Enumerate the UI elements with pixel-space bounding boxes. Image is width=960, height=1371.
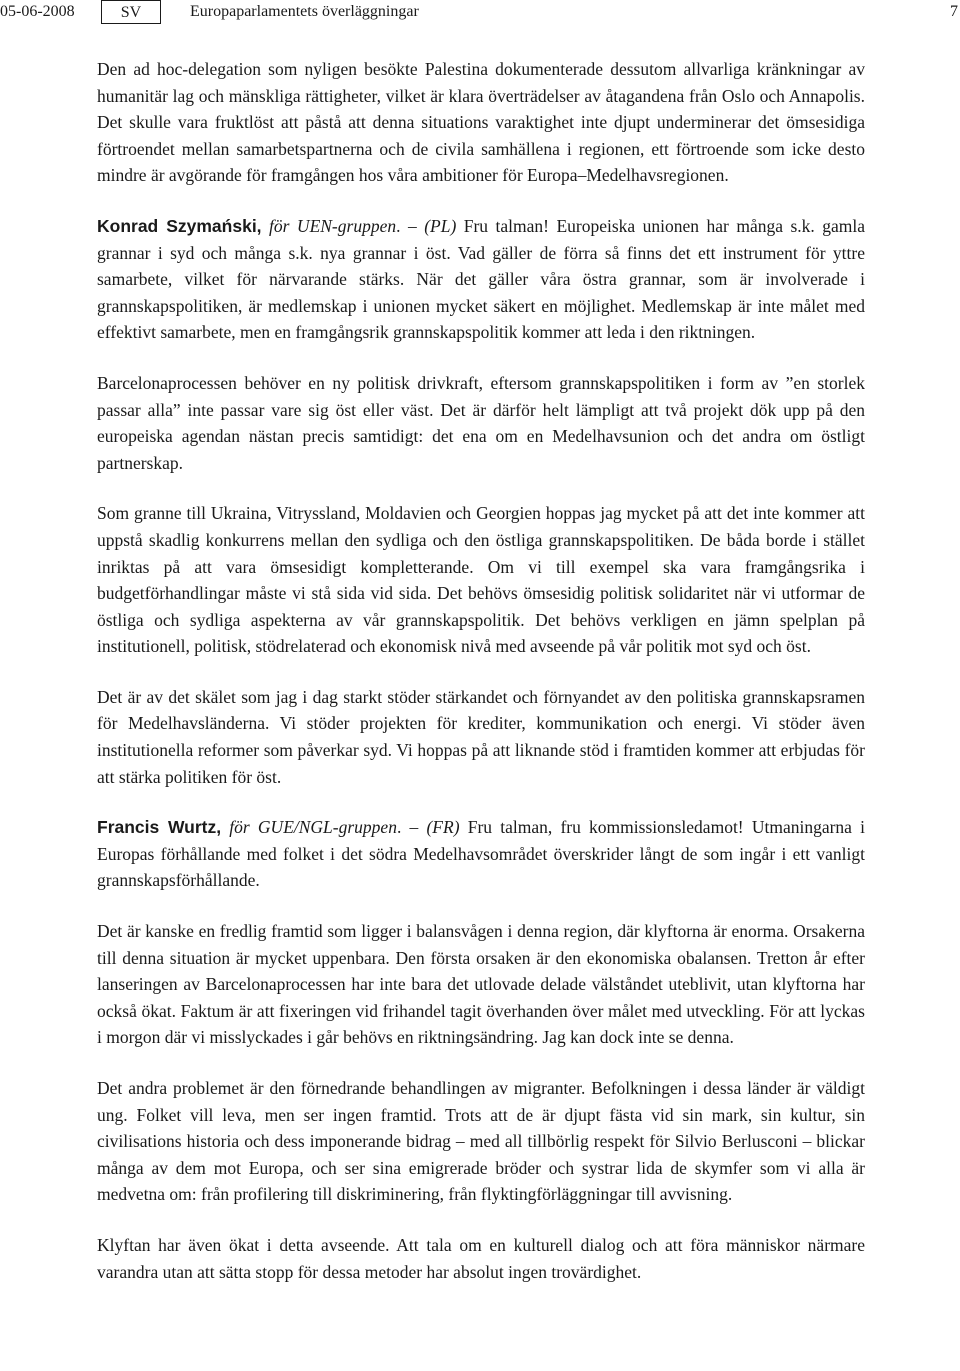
paragraph [97, 684, 865, 790]
paragraph [97, 1232, 865, 1285]
paragraph [97, 56, 865, 189]
political-group: för UEN-gruppen [269, 215, 397, 236]
document-body [97, 56, 865, 1309]
page-number: 7 [950, 3, 958, 20]
page-header [0, 0, 960, 28]
paragraph [97, 918, 865, 1051]
paragraph-text: Fru talman, fru kommissionsledamot! Utmaningarna i Europas förhållande med folket i det södra Medelhavsområdet överskrider långt de som ingår i ett vanligt grannskapsförhållande. [97, 817, 865, 891]
speech-separator: . – [396, 215, 417, 236]
speech-language: (FR) [426, 817, 460, 838]
header-date: 05-06-2008 [0, 3, 75, 20]
document-title: Europaparlamentets överläggningar [190, 3, 419, 20]
paragraph-text: Som granne till Ukraina, Vitryssland, Moldavien och Georgien hoppas jag mycket på att det inte kommer att uppstå skadlig konkurrens mellan den sydliga och den östliga grannskapspolitiken. De båda borde i stället inriktas på att vara ömsesidigt kompletterande. Om vi till exempel ska vara framgångsrika i budgetförhandlingar måste vi stå sida vid sida. Det behövs ömsesidig politisk solidaritet när vi utformar de östliga och sydliga aspekterna av vår grannskapspolitik. Det behövs verkligen en jämn spelplan på institutionell, politisk, stödrelaterad och ekonomisk nivå med avseende på vår politik mot syd och öst. [97, 503, 865, 657]
speech-separator: . – [396, 817, 419, 838]
paragraph-text: Barcelonaprocessen behöver en ny politisk drivkraft, eftersom grannskapspolitiken i form av ”en storlek passar alla” inte passar vare sig öst eller väst. Det är därför helt lämpligt att två projekt dök upp på den europeiska agendan nästan precis samtidigt: det ena om en Medelhavsunion och det andra om östligt partnerskap. [97, 372, 865, 473]
paragraph-text: Fru talman! Europeiska unionen har många s.k. gamla grannar i syd och många s.k. nya grannar i öst. Vad gäller de förra så finns det ett instrument för yttre samarbete, vilket för närvarande stärks. När det gäller våra östra grannar, som är involverade i grannskapspolitiken, är medlemskap i unionen mycket säkert en möjlighet. Medlemskap är inte målet med effektivt samarbete, men en framgångsrik grannskapspolitik kommer att leda i den riktningen. [97, 215, 866, 343]
speech-language: (PL) [424, 215, 457, 236]
political-group: för GUE/NGL-gruppen [229, 817, 397, 838]
speaker-name: Francis Wurtz, [97, 817, 222, 838]
paragraph [97, 500, 865, 660]
paragraph-text: Det är av det skälet som jag i dag starkt stöder stärkandet och förnyandet av den politiska grannskapsramen för Medelhavsländerna. Vi stöder projekten för krediter, kommunikation och energi. Vi stöder även institutionella reformer som påverkar syd. Vi hoppas på att liknande stöd i framtiden kommer att erbjudas för att stärka politiken för öst. [97, 686, 865, 787]
paragraph-text: Det andra problemet är den förnedrande behandlingen av migranter. Befolkningen i dessa länder är väldigt ung. Folket vill leva, men ser ingen framtid. Trots att de är djupt fästa vid sin mark, sin kultur, sin civilisations historia och dess imponerande bidrag – med all tillbörlig respekt för Silvio Berlusconi – blickar många av dem mot Europa, och ser sina emigrerade bröder och systrar lida de skymfer som vi alla är medvetna om: från profilering till diskriminering, från flyktingförläggningar till avvisning. [97, 1078, 865, 1205]
paragraph [97, 1075, 865, 1208]
paragraph [97, 370, 865, 476]
speaker-name: Konrad Szymański, [97, 215, 262, 236]
paragraph-text: Den ad hoc-delegation som nyligen besökte Palestina dokumenterade dessutom allvarliga kränkningar av humanitär lag och mänskliga rättigheter, vilket är klara överträdelser av åtagandena från Oslo och Annapolis. Det skulle vara fruktlöst att påstå att denna situations varaktighet inte djupt underminerar det ömsesidiga förtroendet mellan samarbetspartnerna och de civila samhällena i regionen, ett förtroende som icke desto mindre är avgörande för framgången hos våra ambitioner för Europa–Medelhavsregionen. [97, 59, 865, 186]
paragraph-text: Klyftan har även ökat i detta avseende. Att tala om en kulturell dialog och att föra människor närmare varandra utan att sätta stopp för dessa metoder har absolut ingen trovärdighet. [97, 1234, 865, 1282]
speech-paragraph [97, 213, 865, 346]
speech-paragraph [97, 814, 865, 894]
paragraph-text: Det är kanske en fredlig framtid som ligger i balansvågen i denna region, där klyftorna är enorma. Orsakerna till denna situation är mycket uppenbara. Den första orsaken är den ekonomiska obalansen. Tretton år efter lanseringen av Barcelonaprocessen har inte bara det utlovade delade välståndet uteblivit, utan klyftorna har också ökat. Faktum är att fixeringen vid frihandel tagit överhanden över målet med utveckling. För att lyckas i morgon där vi misslyckades i går behövs en riktningsändring. Jag kan dock inte se denna. [97, 921, 865, 1048]
language-badge: SV [101, 0, 161, 24]
